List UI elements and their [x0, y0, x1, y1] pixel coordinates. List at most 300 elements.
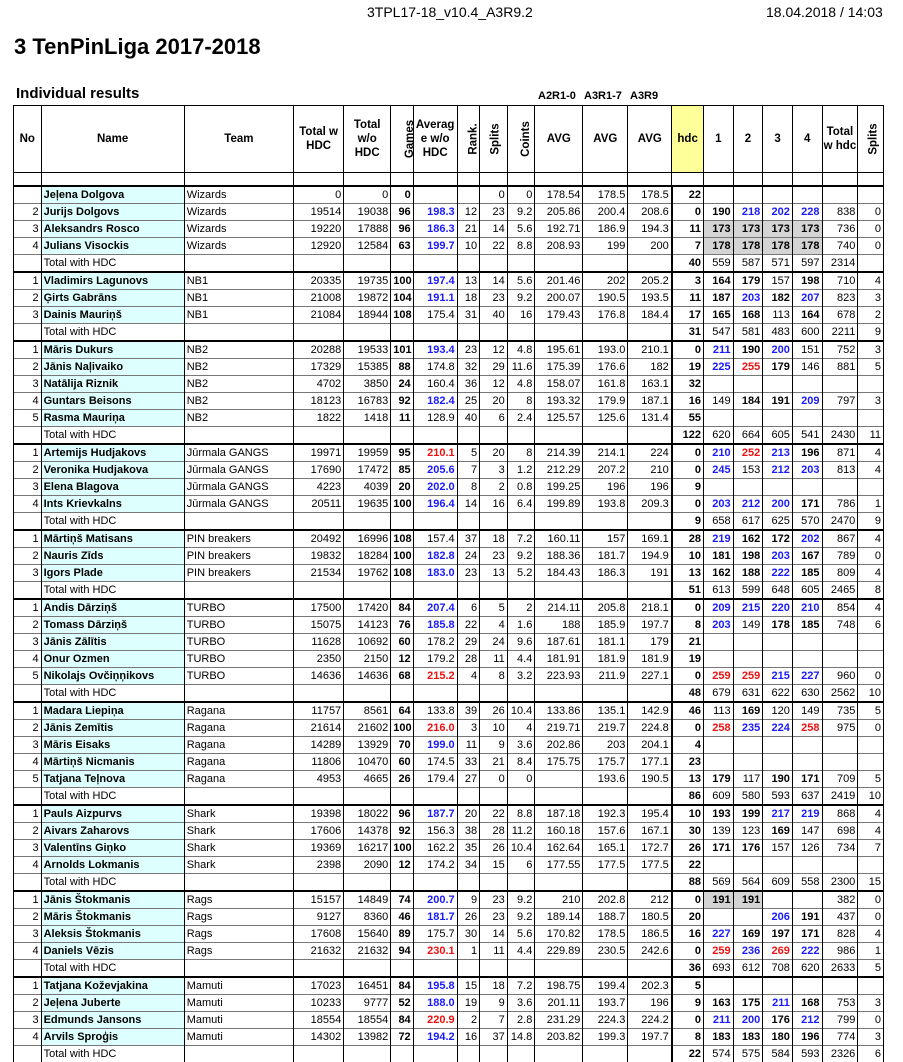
cell-game-1: 259	[703, 943, 733, 960]
cell-hdc: 19	[672, 359, 704, 376]
cell-game-2: 153	[733, 462, 763, 479]
cell-avg-2: 196	[583, 479, 628, 496]
team-total-row	[14, 874, 884, 892]
cell-empty	[184, 427, 293, 445]
cell-team: Rags	[184, 926, 293, 943]
cell-empty	[294, 582, 344, 600]
cell-game-2: 184	[733, 393, 763, 410]
cell-team: Ragana	[184, 771, 293, 788]
cell-avg-2: 176.8	[583, 307, 628, 324]
cell-average: 183.0	[413, 565, 457, 582]
cell-average: 157.4	[413, 530, 457, 548]
cell-name: Arvils Sproģis	[41, 1029, 184, 1046]
cell-team: NB2	[184, 393, 293, 410]
total-cell: 581	[733, 324, 763, 342]
cell-empty	[184, 788, 293, 806]
cell-team: Rags	[184, 909, 293, 926]
cell-hdc: 55	[672, 410, 704, 427]
cell-game-1: 227	[703, 926, 733, 943]
cell-empty	[507, 788, 535, 806]
cell-hdc: 17	[672, 307, 704, 324]
cell-splits: 37	[480, 1029, 508, 1046]
cell-avg-2: 205.8	[583, 599, 628, 617]
cell-avg-2: 203	[583, 737, 628, 754]
cell-hdc: 11	[672, 221, 704, 238]
total-cell: 679	[703, 685, 733, 703]
cell-game-3	[763, 186, 793, 204]
cell-average: 210.1	[413, 444, 457, 462]
cell-avg-2: 190.5	[583, 290, 628, 307]
cell-game-2: 188	[733, 565, 763, 582]
cell-games: 108	[391, 565, 413, 582]
total-cell	[858, 255, 884, 273]
col-avg-1: AVG	[535, 106, 583, 173]
cell-total-wo-hdc: 19533	[344, 341, 391, 359]
cell-empty	[457, 582, 479, 600]
total-cell: 609	[703, 788, 733, 806]
cell-splits: 9	[480, 995, 508, 1012]
cell-total-hdc: 18123	[294, 393, 344, 410]
cell-empty	[535, 427, 583, 445]
cell-splits-2	[858, 479, 884, 496]
col-coints: Coints	[507, 106, 535, 173]
cell-total-wo-hdc: 0	[344, 186, 391, 204]
total-cell: 558	[792, 874, 822, 892]
cell-coints: 10.4	[507, 702, 535, 720]
cell-total-hdc: 20335	[294, 272, 344, 290]
team-total-row	[14, 324, 884, 342]
cell-coints: 9.2	[507, 204, 535, 221]
cell-empty	[480, 685, 508, 703]
cell-total-w-hdc: 823	[822, 290, 858, 307]
cell-rank: 39	[457, 702, 479, 720]
total-cell: 613	[703, 582, 733, 600]
cell-splits: 18	[480, 530, 508, 548]
cell-avg-3: 202.3	[628, 977, 672, 995]
total-cell: 564	[733, 874, 763, 892]
cell-empty	[535, 685, 583, 703]
cell-name: Vladimirs Lagunovs	[41, 272, 184, 290]
cell-no	[14, 255, 42, 273]
cell-game-3	[763, 479, 793, 496]
cell-total-wo-hdc: 8360	[344, 909, 391, 926]
cell-average: 220.9	[413, 1012, 457, 1029]
cell-game-4: 164	[792, 307, 822, 324]
cell-avg-2: 177.5	[583, 857, 628, 874]
cell-empty	[535, 1046, 583, 1062]
cell-games: 60	[391, 754, 413, 771]
cell-splits: 2	[480, 479, 508, 496]
cell-total-hdc: 21614	[294, 720, 344, 737]
cell-game-3: 220	[763, 599, 793, 617]
total-cell: 2300	[822, 874, 858, 892]
cell-coints: 4.8	[507, 376, 535, 393]
cell-game-2	[733, 186, 763, 204]
cell-avg-3: 204.1	[628, 737, 672, 754]
cell-average: 175.7	[413, 926, 457, 943]
player-row	[14, 754, 884, 771]
total-cell: 631	[733, 685, 763, 703]
cell-game-4	[792, 754, 822, 771]
cell-average: 191.1	[413, 290, 457, 307]
cell-empty	[294, 960, 344, 978]
cell-rank: 7	[457, 462, 479, 479]
cell-no: 2	[14, 204, 42, 221]
cell-game-4: 202	[792, 530, 822, 548]
cell-no: 1	[14, 891, 42, 909]
cell-empty	[413, 427, 457, 445]
cell-rank: 18	[457, 290, 479, 307]
team-total-label: Total with HDC	[41, 324, 184, 342]
cell-avg-1: 187.18	[535, 805, 583, 823]
cell-name: Natālija Riznik	[41, 376, 184, 393]
cell-team: Rags	[184, 891, 293, 909]
cell-name: Nauris Zīds	[41, 548, 184, 565]
cell-team: TURBO	[184, 668, 293, 685]
cell-game-2: 203	[733, 290, 763, 307]
cell-no: 2	[14, 720, 42, 737]
cell-empty	[294, 255, 344, 273]
cell-avg-1: 125.57	[535, 410, 583, 427]
round-label-2: A3R1-7	[584, 90, 628, 102]
cell-empty	[507, 685, 535, 703]
total-cell: 708	[763, 960, 793, 978]
cell-avg-1: 223.93	[535, 668, 583, 685]
cell-empty	[391, 960, 413, 978]
cell-game-2: 215	[733, 599, 763, 617]
cell-team: PIN breakers	[184, 565, 293, 582]
cell-team: Rags	[184, 943, 293, 960]
cell-team: NB2	[184, 410, 293, 427]
player-row	[14, 341, 884, 359]
cell-hdc: 0	[672, 1012, 704, 1029]
cell-hdc: 19	[672, 651, 704, 668]
cell-name: Aleksandrs Rosco	[41, 221, 184, 238]
cell-total-w-hdc: 774	[822, 1029, 858, 1046]
cell-total-wo-hdc: 9777	[344, 995, 391, 1012]
player-row	[14, 479, 884, 496]
cell-game-1: 178	[703, 238, 733, 255]
col-games: Games	[391, 106, 413, 173]
team-total-row	[14, 960, 884, 978]
cell-game-1: 203	[703, 496, 733, 513]
cell-rank: 25	[457, 393, 479, 410]
cell-team: NB1	[184, 290, 293, 307]
cell-avg-3: 186.5	[628, 926, 672, 943]
cell-average: 174.5	[413, 754, 457, 771]
cell-total-hdc: 17690	[294, 462, 344, 479]
cell-game-4: 209	[792, 393, 822, 410]
cell-name: Nikolajs Ovčiņņikovs	[41, 668, 184, 685]
cell-avg-3: 184.4	[628, 307, 672, 324]
cell-total-w-hdc: 698	[822, 823, 858, 840]
cell-games: 20	[391, 479, 413, 496]
cell-game-2	[733, 737, 763, 754]
player-row	[14, 186, 884, 204]
cell-empty	[457, 960, 479, 978]
cell-no	[14, 1046, 42, 1062]
cell-avg-2: 214.1	[583, 444, 628, 462]
total-cell: 10	[858, 685, 884, 703]
cell-total-hdc: 17023	[294, 977, 344, 995]
cell-total-hdc: 19220	[294, 221, 344, 238]
total-cell: 9	[858, 324, 884, 342]
cell-splits-2: 3	[858, 290, 884, 307]
cell-team: NB1	[184, 307, 293, 324]
cell-total-hdc: 2398	[294, 857, 344, 874]
cell-no: 5	[14, 771, 42, 788]
cell-games: 92	[391, 823, 413, 840]
cell-empty	[628, 513, 672, 531]
cell-avg-1: 175.75	[535, 754, 583, 771]
col-game-1: 1	[703, 106, 733, 173]
cell-avg-3: 195.4	[628, 805, 672, 823]
cell-name: Artemijs Hudjakovs	[41, 444, 184, 462]
cell-total-wo-hdc: 8561	[344, 702, 391, 720]
cell-total-wo-hdc: 14123	[344, 617, 391, 634]
cell-rank: 34	[457, 857, 479, 874]
total-cell: 597	[792, 255, 822, 273]
cell-no: 3	[14, 479, 42, 496]
total-cell: 483	[763, 324, 793, 342]
cell-empty	[535, 582, 583, 600]
cell-no: 3	[14, 221, 42, 238]
team-total-row	[14, 1046, 884, 1062]
cell-games: 108	[391, 307, 413, 324]
cell-game-3: 217	[763, 805, 793, 823]
total-cell: 2562	[822, 685, 858, 703]
cell-hdc: 13	[672, 771, 704, 788]
cell-average: 182.8	[413, 548, 457, 565]
cell-splits: 22	[480, 805, 508, 823]
cell-game-4: 126	[792, 840, 822, 857]
cell-empty	[535, 874, 583, 892]
cell-empty	[628, 427, 672, 445]
cell-coints: 8	[507, 444, 535, 462]
cell-avg-3: 187.1	[628, 393, 672, 410]
cell-average: 195.8	[413, 977, 457, 995]
cell-avg-1: 214.39	[535, 444, 583, 462]
cell-rank: 13	[457, 272, 479, 290]
total-cell: 2314	[822, 255, 858, 273]
cell-hdc: 16	[672, 393, 704, 410]
cell-game-4: 167	[792, 548, 822, 565]
cell-empty	[344, 685, 391, 703]
cell-splits-2: 4	[858, 462, 884, 479]
total-cell: 648	[763, 582, 793, 600]
cell-games: 108	[391, 530, 413, 548]
cell-avg-2: 202.8	[583, 891, 628, 909]
cell-hdc: 21	[672, 634, 704, 651]
cell-avg-2: 181.9	[583, 651, 628, 668]
cell-empty	[480, 874, 508, 892]
cell-splits: 23	[480, 909, 508, 926]
cell-hdc: 20	[672, 909, 704, 926]
cell-splits-2: 4	[858, 926, 884, 943]
cell-splits: 12	[480, 376, 508, 393]
cell-no	[14, 582, 42, 600]
cell-games: 74	[391, 891, 413, 909]
total-cell: 88	[672, 874, 704, 892]
cell-empty	[344, 788, 391, 806]
cell-coints: 5.6	[507, 221, 535, 238]
cell-splits-2: 0	[858, 204, 884, 221]
cell-games: 0	[391, 186, 413, 204]
cell-splits-2: 6	[858, 617, 884, 634]
cell-empty	[391, 324, 413, 342]
cell-team: PIN breakers	[184, 548, 293, 565]
cell-empty	[413, 788, 457, 806]
cell-hdc: 10	[672, 548, 704, 565]
player-row	[14, 891, 884, 909]
cell-game-2: 236	[733, 943, 763, 960]
player-row	[14, 909, 884, 926]
cell-game-4: 196	[792, 444, 822, 462]
cell-avg-3: 196	[628, 479, 672, 496]
cell-name: Onur Ozmen	[41, 651, 184, 668]
cell-total-hdc: 19398	[294, 805, 344, 823]
cell-games: 24	[391, 376, 413, 393]
cell-splits-2: 3	[858, 1029, 884, 1046]
cell-no	[14, 960, 42, 978]
cell-game-4: 191	[792, 909, 822, 926]
col-team: Team	[184, 106, 293, 173]
cell-total-wo-hdc: 14849	[344, 891, 391, 909]
cell-avg-3: 191	[628, 565, 672, 582]
cell-coints: 0	[507, 186, 535, 204]
cell-empty	[457, 685, 479, 703]
cell-splits: 14	[480, 272, 508, 290]
cell-team: TURBO	[184, 651, 293, 668]
cell-game-1	[703, 651, 733, 668]
cell-hdc: 23	[672, 754, 704, 771]
col-total-hdc: Total w HDC	[294, 106, 344, 173]
cell-game-1	[703, 737, 733, 754]
cell-games: 89	[391, 926, 413, 943]
cell-coints: 6	[507, 857, 535, 874]
cell-game-4: 171	[792, 771, 822, 788]
cell-avg-3: 163.1	[628, 376, 672, 393]
cell-empty	[507, 874, 535, 892]
cell-game-3	[763, 857, 793, 874]
cell-game-2	[733, 479, 763, 496]
team-total-row	[14, 427, 884, 445]
cell-game-3: 190	[763, 771, 793, 788]
cell-game-1: 210	[703, 444, 733, 462]
cell-avg-3: 208.6	[628, 204, 672, 221]
total-cell: 609	[763, 874, 793, 892]
cell-games: 70	[391, 737, 413, 754]
cell-game-3: 212	[763, 462, 793, 479]
cell-game-2: 176	[733, 840, 763, 857]
player-row	[14, 668, 884, 685]
cell-rank: 28	[457, 651, 479, 668]
cell-games: 100	[391, 272, 413, 290]
cell-game-1: 173	[703, 221, 733, 238]
cell-game-3: 173	[763, 221, 793, 238]
total-cell: 11	[858, 427, 884, 445]
cell-no	[14, 324, 42, 342]
cell-total-hdc: 9127	[294, 909, 344, 926]
cell-total-hdc: 19832	[294, 548, 344, 565]
cell-empty	[184, 582, 293, 600]
cell-game-1	[703, 857, 733, 874]
cell-empty	[457, 427, 479, 445]
cell-game-4: 173	[792, 221, 822, 238]
cell-game-4: 196	[792, 1029, 822, 1046]
cell-empty	[535, 255, 583, 273]
cell-average: 187.7	[413, 805, 457, 823]
cell-coints: 14.8	[507, 1029, 535, 1046]
cell-empty	[391, 255, 413, 273]
cell-total-w-hdc	[822, 376, 858, 393]
cell-total-wo-hdc: 2090	[344, 857, 391, 874]
cell-game-4: 207	[792, 290, 822, 307]
cell-no: 2	[14, 823, 42, 840]
cell-splits: 14	[480, 926, 508, 943]
total-cell: 6	[858, 1046, 884, 1062]
cell-total-w-hdc: 789	[822, 548, 858, 565]
cell-empty	[457, 513, 479, 531]
cell-hdc: 0	[672, 444, 704, 462]
cell-splits-2: 4	[858, 805, 884, 823]
cell-name: Veronika Hudjakova	[41, 462, 184, 479]
cell-total-w-hdc	[822, 651, 858, 668]
cell-game-4: 178	[792, 238, 822, 255]
cell-empty	[583, 874, 628, 892]
cell-avg-2: 193.0	[583, 341, 628, 359]
player-row	[14, 530, 884, 548]
total-cell: 48	[672, 685, 704, 703]
cell-name: Mārtiņš Matisans	[41, 530, 184, 548]
cell-average: 230.1	[413, 943, 457, 960]
cell-empty	[535, 513, 583, 531]
cell-total-w-hdc: 735	[822, 702, 858, 720]
player-row	[14, 720, 884, 737]
cell-hdc: 32	[672, 376, 704, 393]
cell-avg-1: 229.89	[535, 943, 583, 960]
cell-rank: 8	[457, 479, 479, 496]
cell-empty	[628, 582, 672, 600]
cell-total-wo-hdc: 4039	[344, 479, 391, 496]
cell-no: 2	[14, 548, 42, 565]
cell-splits: 23	[480, 290, 508, 307]
cell-avg-3: 172.7	[628, 840, 672, 857]
cell-empty	[344, 874, 391, 892]
cell-game-2: 235	[733, 720, 763, 737]
cell-no: 3	[14, 1012, 42, 1029]
cell-avg-2: 135.1	[583, 702, 628, 720]
cell-game-2: 175	[733, 995, 763, 1012]
cell-avg-1: 158.07	[535, 376, 583, 393]
team-total-label: Total with HDC	[41, 960, 184, 978]
cell-splits: 28	[480, 823, 508, 840]
cell-total-wo-hdc: 15385	[344, 359, 391, 376]
cell-total-wo-hdc: 18022	[344, 805, 391, 823]
cell-total-hdc: 2350	[294, 651, 344, 668]
cell-empty	[184, 960, 293, 978]
cell-games: 84	[391, 1012, 413, 1029]
cell-rank: 5	[457, 444, 479, 462]
cell-rank: 6	[457, 599, 479, 617]
cell-total-hdc: 21534	[294, 565, 344, 582]
cell-game-3: 169	[763, 823, 793, 840]
cell-team: Ragana	[184, 702, 293, 720]
cell-splits: 5	[480, 599, 508, 617]
cell-total-wo-hdc: 10470	[344, 754, 391, 771]
cell-name: Māris Štokmanis	[41, 909, 184, 926]
cell-no: 1	[14, 977, 42, 995]
